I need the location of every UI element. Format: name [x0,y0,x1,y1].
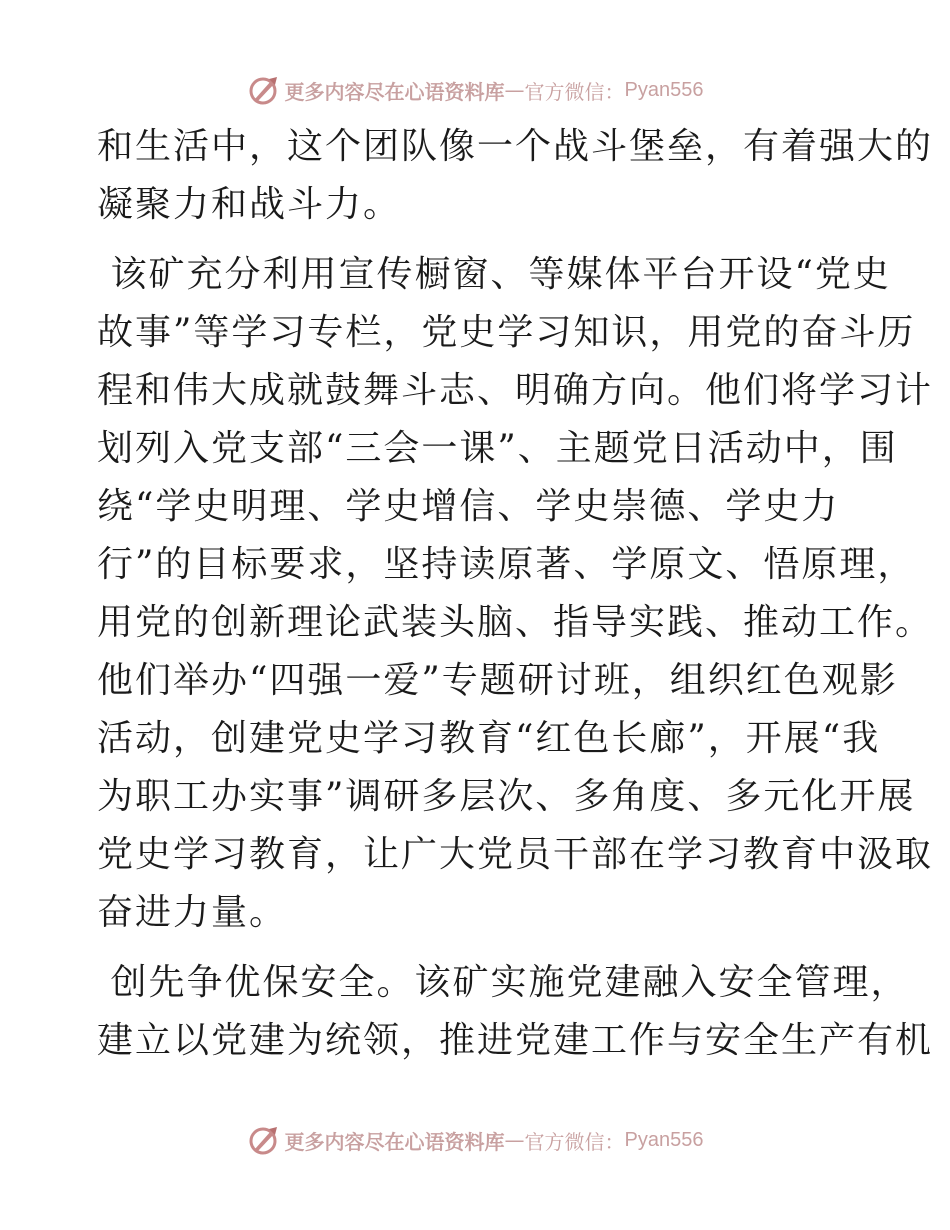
header-separator: — [504,78,525,102]
text-line: 该矿充分利用宣传橱窗、等媒体平台开设“党史 [97,254,891,295]
text-line: 行”的目标要求，坚持读原著、学原文、悟原理， [97,544,916,585]
text-line: 为职工办实事”调研多层次、多角度、多元化开展 [97,776,916,817]
header-wechat-id: Pyan556 [624,78,704,101]
text-line: 和生活中，这个团队像一个战斗堡垒，有着强大的 [97,126,934,167]
document-body [97,118,934,1070]
text-line: 划列入党支部“三会一课”、主题党日活动中，围 [97,428,898,469]
text-line: 建立以党建为统领，推进党建工作与安全生产有机 [97,1020,934,1061]
paragraph-3 [97,954,934,1070]
quill-logo-icon [247,73,281,107]
paragraph-1 [97,118,934,234]
header-brand-text: 更多内容尽在心语资料库 [284,79,505,104]
text-line: 活动，创建党史学习教育“红色长廊”，开展“我 [97,718,881,759]
footer-brand-text: 更多内容尽在心语资料库 [284,1129,505,1154]
text-line: 创先争优保安全。该矿实施党建融入安全管理， [97,962,909,1003]
text-line: 他们举办“四强一爱”专题研讨班，组织红色观影 [97,660,898,701]
footer-watermark-banner [0,1120,950,1160]
text-line: 凝聚力和战斗力。 [97,184,402,225]
text-line: 党史学习教育，让广大党员干部在学习教育中汲取 [97,834,934,875]
text-line: 故事”等学习专栏，党史学习知识，用党的奋斗历 [97,312,916,353]
paragraph-2 [97,246,934,942]
text-line: 绕“学史明理、学史增信、学史崇德、学史力 [97,486,840,527]
text-line: 程和伟大成就鼓舞斗志、明确方向。他们将学习计 [97,370,934,411]
text-line: 用党的创新理论武装头脑、指导实践、推动工作。 [97,602,934,643]
footer-wechat-label: 官方微信： [524,1129,625,1154]
header-wechat-label: 官方微信： [524,79,625,104]
quill-logo-icon [247,1123,281,1157]
footer-wechat-id: Pyan556 [624,1128,704,1151]
header-watermark-banner [0,70,950,110]
text-line: 奋进力量。 [97,892,288,933]
footer-separator: — [504,1128,525,1152]
